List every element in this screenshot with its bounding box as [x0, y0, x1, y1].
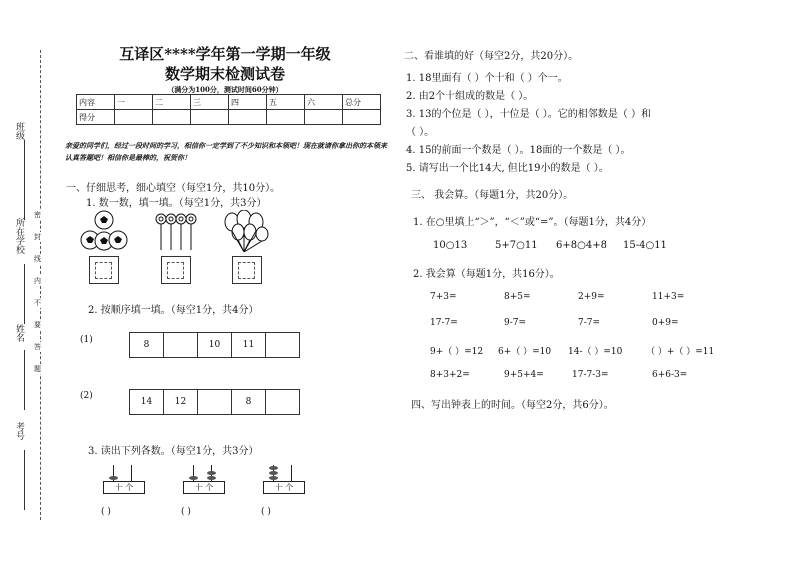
seal-char: 不	[34, 299, 41, 307]
section3-q2: 2. 我会算（每题1分，共16分）。	[413, 269, 560, 280]
sequence-row-2	[130, 389, 300, 415]
sequence-cell: 11	[231, 332, 266, 358]
calc-item[interactable]: （ ）+（ ）=11	[646, 347, 715, 357]
seal-char: 线	[34, 255, 41, 263]
exam-no-underline	[24, 450, 25, 510]
score-header-cell: 三	[191, 95, 229, 110]
calc-item[interactable]: 9+（ ）=12	[430, 347, 484, 357]
calc-item[interactable]: 17-7-3=	[572, 370, 609, 380]
score-cell[interactable]	[191, 110, 229, 125]
abacus-rod	[291, 465, 292, 481]
calc-item[interactable]: 8+5=	[504, 292, 531, 302]
compare-item[interactable]: 10○13	[433, 240, 468, 251]
sequence-cell[interactable]	[163, 332, 198, 358]
abacus-base: 十 个	[183, 481, 225, 494]
score-row-label: 得分	[77, 110, 115, 125]
sequence-cell: 8	[231, 389, 266, 415]
score-table-header-row	[77, 95, 381, 110]
section2-q3-cont: （ ）。	[406, 127, 435, 138]
score-header-cell: 六	[305, 95, 343, 110]
abacus	[261, 465, 306, 507]
exam-title-line1: 互译区****学年第一学期一年级	[119, 45, 331, 63]
abacus-answer[interactable]: ( )	[261, 507, 271, 517]
score-header-cell: 一	[115, 95, 153, 110]
abacus-bead	[207, 476, 216, 480]
calc-item[interactable]: 14-（ ）=10	[568, 347, 623, 357]
sequence-row-1	[130, 332, 300, 358]
score-cell[interactable]	[305, 110, 343, 125]
score-cell[interactable]	[343, 110, 381, 125]
section2-title: 二、看谁填的好（每空2分，共20分）。	[404, 51, 579, 62]
compare-item[interactable]: 15-4○11	[623, 240, 667, 251]
section2-q3: 3. 13的个位是（ ），十位是（ ）。它的相邻数是（ ）和	[406, 109, 651, 120]
calc-item[interactable]: 11+3=	[652, 292, 685, 302]
abacus-answer[interactable]: ( )	[181, 507, 191, 517]
soccer-balls-icon	[80, 210, 128, 252]
notice-text: 亲爱的同学们，经过一段时间的学习，相信你一定学到了不少知识和本领吧！现在就请你拿出你的本领来认真答题吧！相信你是最棒的，祝贺你！	[65, 141, 387, 162]
balloons-icon	[222, 210, 270, 254]
calc-item[interactable]: 9-7=	[504, 318, 527, 328]
compare-item[interactable]: 6+8○4+8	[556, 240, 607, 251]
exam-subtitle: （满分为100分，测试时间60分钟）	[167, 85, 283, 94]
section2-q5: 5. 请写出一个比14大, 但比19小的数是（ ）。	[406, 163, 609, 174]
count-answer-box[interactable]	[232, 256, 262, 284]
calc-item[interactable]: 0+9=	[652, 318, 679, 328]
seq1-label: (1)	[80, 335, 93, 345]
exam-no-label: 考号	[14, 422, 24, 440]
class-underline	[24, 140, 25, 220]
abacus-base: 十 个	[263, 481, 305, 494]
seal-char: 要	[34, 321, 41, 329]
section1-q2: 2. 按顺序填一填。（每空1分，共4分）	[88, 305, 259, 316]
score-header-cell: 四	[229, 95, 267, 110]
score-header-cell: 二	[153, 95, 191, 110]
score-cell[interactable]	[267, 110, 305, 125]
section3-title: 三、 我会算。（每题1分，共20分）。	[411, 190, 574, 201]
section2-q4: 4. 15的前面一个数是（ ）。18面的一个数是（ ）。	[406, 145, 631, 156]
section2-q1: 1. 18里面有（ ）个十和（ ）个一。	[406, 73, 568, 84]
calc-item[interactable]: 8+3+2=	[430, 370, 470, 380]
section1-title: 一、仔细思考，细心填空（每空1分，共10分）。	[66, 183, 281, 194]
abacus-bead	[269, 466, 278, 470]
lollipops-icon	[155, 212, 199, 252]
section1-q1: 1. 数一数，填一填。（每空1分，共3分）	[86, 198, 267, 209]
abacus-bead	[269, 471, 278, 475]
seal-char: 题	[34, 365, 41, 373]
seq2-label: (2)	[80, 391, 93, 401]
abacus-bead	[269, 476, 278, 480]
seal-char: 答	[34, 343, 41, 351]
sequence-cell[interactable]	[197, 389, 232, 415]
score-header-cell: 五	[267, 95, 305, 110]
abacus-rod	[131, 465, 132, 481]
abacus-bead	[207, 471, 216, 475]
score-header-cell: 内容	[77, 95, 115, 110]
section2-q2: 2. 由2个十组成的数是（ ）。	[406, 91, 534, 102]
school-underline	[24, 264, 25, 324]
abacus-answer[interactable]: ( )	[101, 507, 111, 517]
calc-item[interactable]: 2+9=	[578, 292, 605, 302]
sequence-cell: 14	[129, 389, 164, 415]
calc-item[interactable]: 17-7=	[430, 318, 458, 328]
class-label: 班级	[14, 122, 24, 140]
score-cell[interactable]	[153, 110, 191, 125]
abacus-bead	[109, 476, 118, 480]
score-table	[76, 94, 381, 125]
sequence-cell: 12	[163, 389, 198, 415]
score-cell[interactable]	[115, 110, 153, 125]
seal-char: 内	[34, 277, 41, 285]
school-label: 所在学校	[14, 218, 24, 254]
calc-item[interactable]: 7-7=	[578, 318, 601, 328]
name-label: 姓名	[14, 324, 24, 342]
count-answer-box[interactable]	[161, 256, 191, 284]
sequence-cell: 8	[129, 332, 164, 358]
sequence-cell[interactable]	[265, 389, 300, 415]
compare-item[interactable]: 5+7○11	[495, 240, 538, 251]
seal-char: 封	[34, 233, 41, 241]
score-header-cell: 总分	[343, 95, 381, 110]
section1-q3: 3. 读出下列各数。（每空1分，共3分）	[88, 446, 259, 457]
section3-q1: 1. 在○里填上“＞”，“＜”或“=”。（每题1分，共4分）	[413, 217, 652, 228]
abacus	[101, 465, 146, 507]
score-table-row	[77, 110, 381, 125]
calc-item[interactable]: 7+3=	[430, 292, 457, 302]
calc-item[interactable]: 9+5+4=	[504, 370, 544, 380]
sequence-cell: 10	[197, 332, 232, 358]
sequence-cell[interactable]	[265, 332, 300, 358]
count-answer-box[interactable]	[89, 256, 119, 284]
calc-item[interactable]: 6+（ ）=10	[498, 347, 552, 357]
abacus	[181, 465, 226, 507]
seal-char: 密	[34, 211, 41, 219]
calc-item[interactable]: 6+6-3=	[652, 370, 688, 380]
score-cell[interactable]	[229, 110, 267, 125]
exam-title-line2: 数学期末检测试卷	[164, 65, 285, 83]
section4-title: 四、写出钟表上的时间。（每空2分，共6分）。	[411, 400, 614, 411]
name-underline	[24, 350, 25, 410]
abacus-base: 十 个	[103, 481, 145, 494]
abacus-bead	[189, 476, 198, 480]
